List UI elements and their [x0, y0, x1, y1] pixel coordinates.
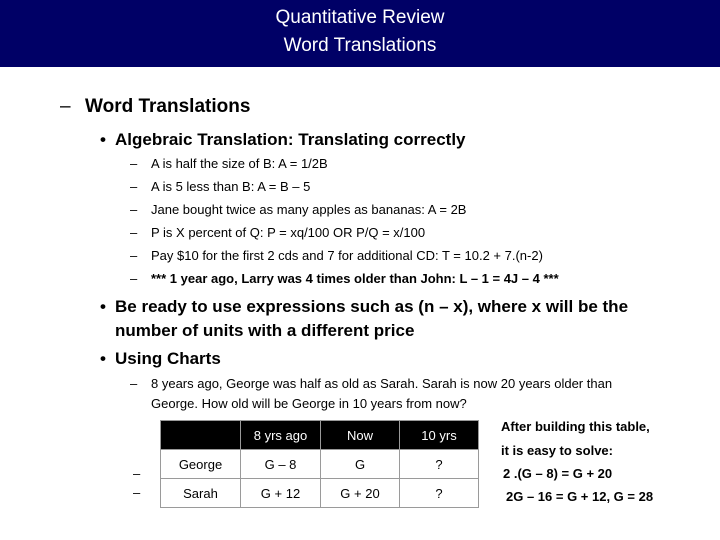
note-line4: 2G – 16 = G + 12, G = 28 — [506, 489, 654, 504]
header-title-line2: Word Translations — [283, 35, 437, 56]
list-dash: – — [130, 271, 138, 286]
table-cell: ? — [400, 479, 479, 508]
list-dash: – — [130, 179, 138, 194]
table-row — [161, 450, 479, 479]
table-cell: ? — [400, 450, 479, 479]
section-dash: – — [60, 96, 71, 117]
list-dash: – — [130, 225, 138, 240]
bullet-mark: • — [100, 130, 106, 149]
bullet-text: Algebraic Translation: Translating correctly — [115, 130, 466, 149]
bullet-mark: • — [100, 349, 106, 368]
slide-header — [0, 0, 720, 67]
bullet-mark: • — [100, 297, 106, 316]
table-cell: G + 12 — [241, 479, 321, 508]
bullet-text: Using Charts — [115, 349, 221, 368]
section-title: Word Translations — [85, 96, 251, 117]
list-dash: – — [130, 248, 138, 263]
bullet-text-line1: Be ready to use expressions such as (n – x), where x will be the — [115, 297, 629, 316]
list-dash: – — [130, 156, 138, 171]
note-line1: After building this table, — [501, 419, 650, 434]
bullet-text-line2: number of units with a different price — [115, 321, 415, 340]
note-line2: it is easy to solve: — [501, 443, 613, 458]
table-cell: G + 20 — [321, 479, 400, 508]
list-text: A is half the size of B: A = 1/2B — [151, 156, 328, 171]
table-header-row — [161, 421, 479, 450]
header-title-line1: Quantitative Review — [275, 7, 445, 28]
table-cell: G – 8 — [241, 450, 321, 479]
problem-line2: George. How old will be George in 10 years from now? — [151, 396, 467, 411]
list-dash: – — [130, 202, 138, 217]
list-text: *** 1 year ago, Larry was 4 times older than John: L – 1 = 4J – 4 *** — [151, 271, 559, 286]
note-line3: 2 .(G – 8) = G + 20 — [503, 466, 613, 481]
table-cell: G — [321, 450, 400, 479]
list-text: A is 5 less than B: A = B – 5 — [151, 179, 311, 194]
list-text: Jane bought twice as many apples as bananas: A = 2B — [151, 202, 467, 217]
list-text: Pay $10 for the first 2 cds and 7 for additional CD: T = 10.2 + 7.(n-2) — [151, 248, 543, 263]
list-dash: – — [130, 376, 138, 391]
table-row — [161, 479, 479, 508]
list-text: P is X percent of Q: P = xq/100 OR P/Q = x/100 — [151, 225, 426, 240]
table-cell: Sarah — [161, 479, 241, 508]
age-table — [160, 420, 479, 508]
table-cell: George — [161, 450, 241, 479]
header-cell: 10 yrs — [400, 421, 479, 450]
row-dash: – — [133, 466, 141, 481]
row-dash: – — [133, 485, 141, 500]
header-cell: 8 yrs ago — [241, 421, 321, 450]
header-cell: Now — [321, 421, 400, 450]
problem-line1: 8 years ago, George was half as old as Sarah. Sarah is now 20 years older than — [151, 376, 613, 391]
header-cell-blank — [161, 421, 241, 450]
